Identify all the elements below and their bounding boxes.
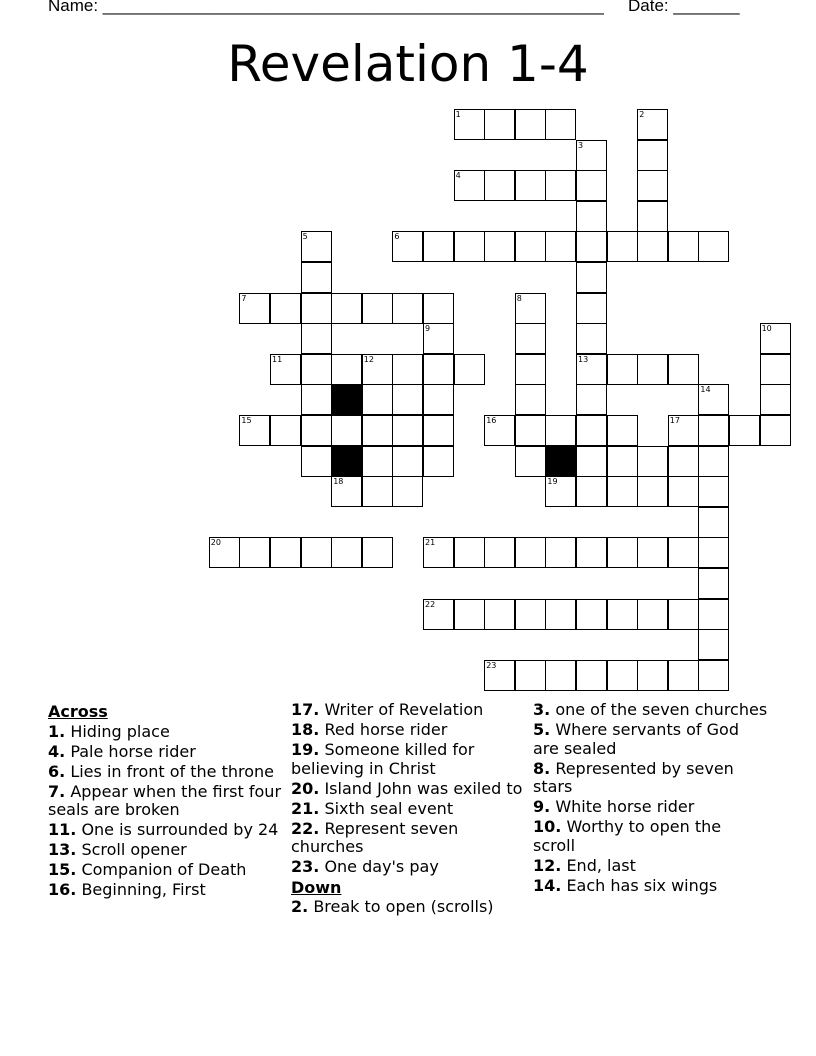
crossword-cell[interactable] bbox=[515, 170, 546, 201]
crossword-cell[interactable] bbox=[454, 354, 485, 385]
crossword-cell[interactable] bbox=[545, 231, 576, 262]
crossword-cell[interactable] bbox=[668, 354, 699, 385]
crossword-cell[interactable] bbox=[331, 537, 362, 568]
crossword-cell[interactable] bbox=[454, 170, 485, 201]
clue-across: 18. Red horse rider bbox=[291, 720, 448, 739]
crossword-cell[interactable] bbox=[392, 384, 423, 415]
crossword-cell[interactable] bbox=[637, 660, 668, 691]
clue-number: 7 bbox=[241, 293, 247, 303]
crossword-cell[interactable] bbox=[515, 293, 546, 324]
clue-number: 15 bbox=[241, 416, 252, 425]
crossword-cell[interactable] bbox=[668, 599, 699, 630]
crossword-cell[interactable] bbox=[668, 415, 699, 446]
crossword-cell[interactable] bbox=[515, 446, 546, 477]
crossword-cell[interactable] bbox=[301, 231, 332, 262]
crossword-cell[interactable] bbox=[239, 293, 270, 324]
clue-number: 4 bbox=[455, 171, 461, 181]
clue-number: 5 bbox=[302, 232, 308, 242]
crossword-cell[interactable] bbox=[576, 170, 607, 201]
crossword-cell[interactable] bbox=[270, 415, 301, 446]
clue-down: 2. Break to open (scrolls) bbox=[291, 897, 494, 916]
crossword-cell[interactable] bbox=[698, 537, 729, 568]
crossword-cell[interactable] bbox=[515, 384, 546, 415]
crossword-cell[interactable] bbox=[484, 537, 515, 568]
crossword-cell[interactable] bbox=[392, 293, 423, 324]
crossword-black-cell bbox=[545, 446, 576, 477]
clue-number: 19 bbox=[547, 477, 558, 487]
crossword-cell[interactable] bbox=[637, 354, 668, 385]
crossword-cell[interactable] bbox=[484, 109, 515, 140]
crossword-cell[interactable] bbox=[698, 384, 729, 415]
crossword-cell[interactable] bbox=[760, 354, 791, 385]
crossword-cell[interactable] bbox=[423, 231, 454, 262]
crossword-cell[interactable] bbox=[239, 415, 270, 446]
crossword-cell[interactable] bbox=[301, 323, 332, 354]
crossword-cell[interactable] bbox=[637, 599, 668, 630]
clue-across: 21. Sixth seal event bbox=[291, 798, 454, 818]
clue-across: 1. Hiding place bbox=[48, 721, 170, 741]
crossword-cell[interactable] bbox=[331, 415, 362, 446]
clue-down: 9. White horse rider bbox=[533, 797, 695, 816]
clue-across: 17. Writer of Revelation bbox=[291, 700, 484, 719]
crossword-cell[interactable] bbox=[698, 446, 729, 477]
crossword-cell[interactable] bbox=[760, 323, 791, 354]
crossword-cell[interactable] bbox=[607, 476, 638, 507]
crossword-cell[interactable] bbox=[637, 537, 668, 568]
crossword-cell[interactable] bbox=[729, 415, 760, 446]
crossword-cell[interactable] bbox=[423, 293, 454, 324]
crossword-cell[interactable] bbox=[576, 201, 607, 232]
crossword-cell[interactable] bbox=[515, 323, 546, 354]
clue-column-1 bbox=[48, 701, 283, 901]
crossword-cell[interactable] bbox=[362, 476, 393, 507]
across-heading: Across bbox=[48, 702, 108, 721]
crossword-cell[interactable] bbox=[545, 109, 576, 140]
clue-number: 20 bbox=[210, 538, 221, 548]
crossword-cell[interactable] bbox=[362, 354, 393, 385]
crossword-cell[interactable] bbox=[392, 415, 423, 446]
crossword-cell[interactable] bbox=[362, 293, 393, 324]
clue-number: 3 bbox=[578, 140, 584, 150]
clue-number: 6 bbox=[394, 232, 400, 242]
clue-down: 10. Worthy to open the scroll bbox=[533, 817, 722, 855]
clue-across: 20. Island John was exiled to bbox=[291, 778, 523, 798]
crossword-cell[interactable] bbox=[576, 231, 607, 262]
clue-across: 19. Someone killed for believing in Christ bbox=[291, 740, 475, 778]
clue-number: 23 bbox=[486, 660, 497, 670]
crossword-cell[interactable] bbox=[576, 660, 607, 691]
crossword-cell[interactable] bbox=[484, 660, 515, 691]
crossword-cell[interactable] bbox=[637, 231, 668, 262]
crossword-cell[interactable] bbox=[423, 599, 454, 630]
crossword-cell[interactable] bbox=[484, 415, 515, 446]
crossword-cell[interactable] bbox=[698, 629, 729, 660]
clue-number: 12 bbox=[363, 354, 374, 364]
clue-number: 14 bbox=[700, 385, 711, 395]
crossword-cell[interactable] bbox=[515, 354, 546, 385]
name-field-label: Name: _____________________________________________________ bbox=[48, 0, 604, 15]
clue-number: 1 bbox=[455, 110, 461, 119]
crossword-cell[interactable] bbox=[301, 262, 332, 293]
clue-across: 16. Beginning, First bbox=[48, 880, 206, 899]
crossword-cell[interactable] bbox=[637, 446, 668, 477]
crossword-cell[interactable] bbox=[270, 293, 301, 324]
crossword-cell[interactable] bbox=[698, 507, 729, 538]
crossword-cell[interactable] bbox=[545, 476, 576, 507]
crossword-cell[interactable] bbox=[423, 354, 454, 385]
clue-number: 10 bbox=[761, 324, 772, 334]
clue-down: 5. Where servants of God are sealed bbox=[533, 720, 739, 758]
crossword-cell[interactable] bbox=[760, 415, 791, 446]
crossword-cell[interactable] bbox=[637, 201, 668, 232]
crossword-cell[interactable] bbox=[637, 140, 668, 171]
clue-across: 15. Companion of Death bbox=[48, 860, 247, 879]
crossword-cell[interactable] bbox=[576, 446, 607, 477]
crossword-cell[interactable] bbox=[576, 293, 607, 324]
crossword-cell[interactable] bbox=[301, 415, 332, 446]
crossword-cell[interactable] bbox=[515, 599, 546, 630]
crossword-cell[interactable] bbox=[301, 537, 332, 568]
clue-across: 4. Pale horse rider bbox=[48, 741, 196, 761]
clue-number: 9 bbox=[425, 324, 431, 334]
clue-column-2 bbox=[291, 701, 526, 918]
crossword-cell[interactable] bbox=[362, 537, 393, 568]
crossword-black-cell bbox=[331, 384, 362, 415]
crossword-cell[interactable] bbox=[270, 537, 301, 568]
crossword-cell[interactable] bbox=[515, 231, 546, 262]
crossword-cell[interactable] bbox=[607, 599, 638, 630]
crossword-cell[interactable] bbox=[454, 231, 485, 262]
crossword-cell[interactable] bbox=[484, 170, 515, 201]
down-heading: Down bbox=[291, 877, 342, 897]
crossword-cell[interactable] bbox=[362, 446, 393, 477]
crossword-cell[interactable] bbox=[270, 354, 301, 385]
crossword-cell[interactable] bbox=[668, 537, 699, 568]
crossword-cell[interactable] bbox=[607, 660, 638, 691]
crossword-cell[interactable] bbox=[301, 384, 332, 415]
crossword-cell[interactable] bbox=[607, 537, 638, 568]
crossword-cell[interactable] bbox=[362, 384, 393, 415]
crossword-cell[interactable] bbox=[484, 231, 515, 262]
crossword-cell[interactable] bbox=[576, 599, 607, 630]
crossword-cell[interactable] bbox=[331, 354, 362, 385]
crossword-cell[interactable] bbox=[423, 323, 454, 354]
crossword-cell[interactable] bbox=[760, 384, 791, 415]
page-title: Revelation 1-4 bbox=[227, 35, 589, 93]
crossword-cell[interactable] bbox=[545, 170, 576, 201]
crossword-cell[interactable] bbox=[545, 537, 576, 568]
crossword-cell[interactable] bbox=[576, 354, 607, 385]
clue-across: 6. Lies in front of the throne bbox=[48, 761, 275, 781]
crossword-cell[interactable] bbox=[301, 293, 332, 324]
clue-number: 17 bbox=[669, 416, 680, 425]
crossword-cell[interactable] bbox=[392, 231, 423, 262]
crossword-cell[interactable] bbox=[607, 415, 638, 446]
crossword-cell[interactable] bbox=[423, 415, 454, 446]
crossword-cell[interactable] bbox=[545, 660, 576, 691]
crossword-cell[interactable] bbox=[301, 446, 332, 477]
crossword-cell[interactable] bbox=[576, 476, 607, 507]
date-field-label: Date: _______ bbox=[628, 0, 740, 15]
clue-across: 13. Scroll opener bbox=[48, 840, 187, 859]
clue-number: 18 bbox=[333, 477, 344, 487]
clue-across: 23. One day's pay bbox=[291, 857, 439, 876]
crossword-cell[interactable] bbox=[607, 354, 638, 385]
clue-across: 11. One is surrounded by 24 bbox=[48, 820, 279, 839]
clue-across: 22. Represent seven churches bbox=[291, 818, 459, 856]
clue-down: 14. Each has six wings bbox=[533, 875, 718, 895]
crossword-cell[interactable] bbox=[454, 537, 485, 568]
crossword-cell[interactable] bbox=[545, 415, 576, 446]
clue-across: 7. Appear when the first four seals are broken bbox=[48, 781, 282, 819]
crossword-cell[interactable] bbox=[698, 415, 729, 446]
clue-down: 3. one of the seven churches bbox=[533, 700, 768, 719]
clue-number: 13 bbox=[578, 354, 589, 364]
crossword-cell[interactable] bbox=[515, 109, 546, 140]
crossword-cell[interactable] bbox=[698, 568, 729, 599]
crossword-cell[interactable] bbox=[668, 446, 699, 477]
clue-number: 21 bbox=[425, 538, 436, 548]
crossword-cell[interactable] bbox=[301, 354, 332, 385]
crossword-cell[interactable] bbox=[331, 293, 362, 324]
crossword-cell[interactable] bbox=[331, 476, 362, 507]
crossword-cell[interactable] bbox=[668, 476, 699, 507]
crossword-cell[interactable] bbox=[392, 354, 423, 385]
clue-down: 12. End, last bbox=[533, 855, 636, 875]
clue-down: 8. Represented by seven stars bbox=[533, 758, 734, 796]
clue-number: 16 bbox=[486, 416, 497, 425]
clue-number: 11 bbox=[272, 354, 283, 364]
crossword-cell[interactable] bbox=[637, 170, 668, 201]
crossword-cell[interactable] bbox=[698, 476, 729, 507]
crossword-cell[interactable] bbox=[637, 476, 668, 507]
crossword-cell[interactable] bbox=[515, 415, 546, 446]
crossword-cell[interactable] bbox=[637, 109, 668, 140]
crossword-black-cell bbox=[331, 446, 362, 477]
crossword-cell[interactable] bbox=[454, 599, 485, 630]
crossword-cell[interactable] bbox=[607, 446, 638, 477]
crossword-cell[interactable] bbox=[576, 140, 607, 171]
crossword-cell[interactable] bbox=[607, 231, 638, 262]
clue-number: 22 bbox=[425, 599, 436, 609]
crossword-cell[interactable] bbox=[515, 537, 546, 568]
crossword-cell[interactable] bbox=[392, 446, 423, 477]
crossword-cell[interactable] bbox=[423, 384, 454, 415]
crossword-cell[interactable] bbox=[209, 537, 240, 568]
crossword-cell[interactable] bbox=[576, 415, 607, 446]
crossword-cell[interactable] bbox=[515, 660, 546, 691]
clue-column-3 bbox=[533, 701, 768, 897]
crossword-cell[interactable] bbox=[239, 537, 270, 568]
crossword-cell[interactable] bbox=[545, 599, 576, 630]
crossword-cell[interactable] bbox=[362, 415, 393, 446]
clue-number: 2 bbox=[639, 110, 645, 119]
crossword-cell[interactable] bbox=[698, 660, 729, 691]
crossword-cell[interactable] bbox=[423, 446, 454, 477]
crossword-cell[interactable] bbox=[576, 262, 607, 293]
crossword-cell[interactable] bbox=[668, 660, 699, 691]
crossword-cell[interactable] bbox=[576, 323, 607, 354]
clue-number: 8 bbox=[516, 293, 522, 303]
crossword-cell[interactable] bbox=[392, 476, 423, 507]
crossword-cell[interactable] bbox=[484, 599, 515, 630]
crossword-cell[interactable] bbox=[698, 231, 729, 262]
crossword-cell[interactable] bbox=[423, 537, 454, 568]
crossword-cell[interactable] bbox=[576, 537, 607, 568]
crossword-cell[interactable] bbox=[698, 599, 729, 630]
crossword-cell[interactable] bbox=[576, 384, 607, 415]
crossword-cell[interactable] bbox=[454, 109, 485, 140]
crossword-cell[interactable] bbox=[668, 231, 699, 262]
